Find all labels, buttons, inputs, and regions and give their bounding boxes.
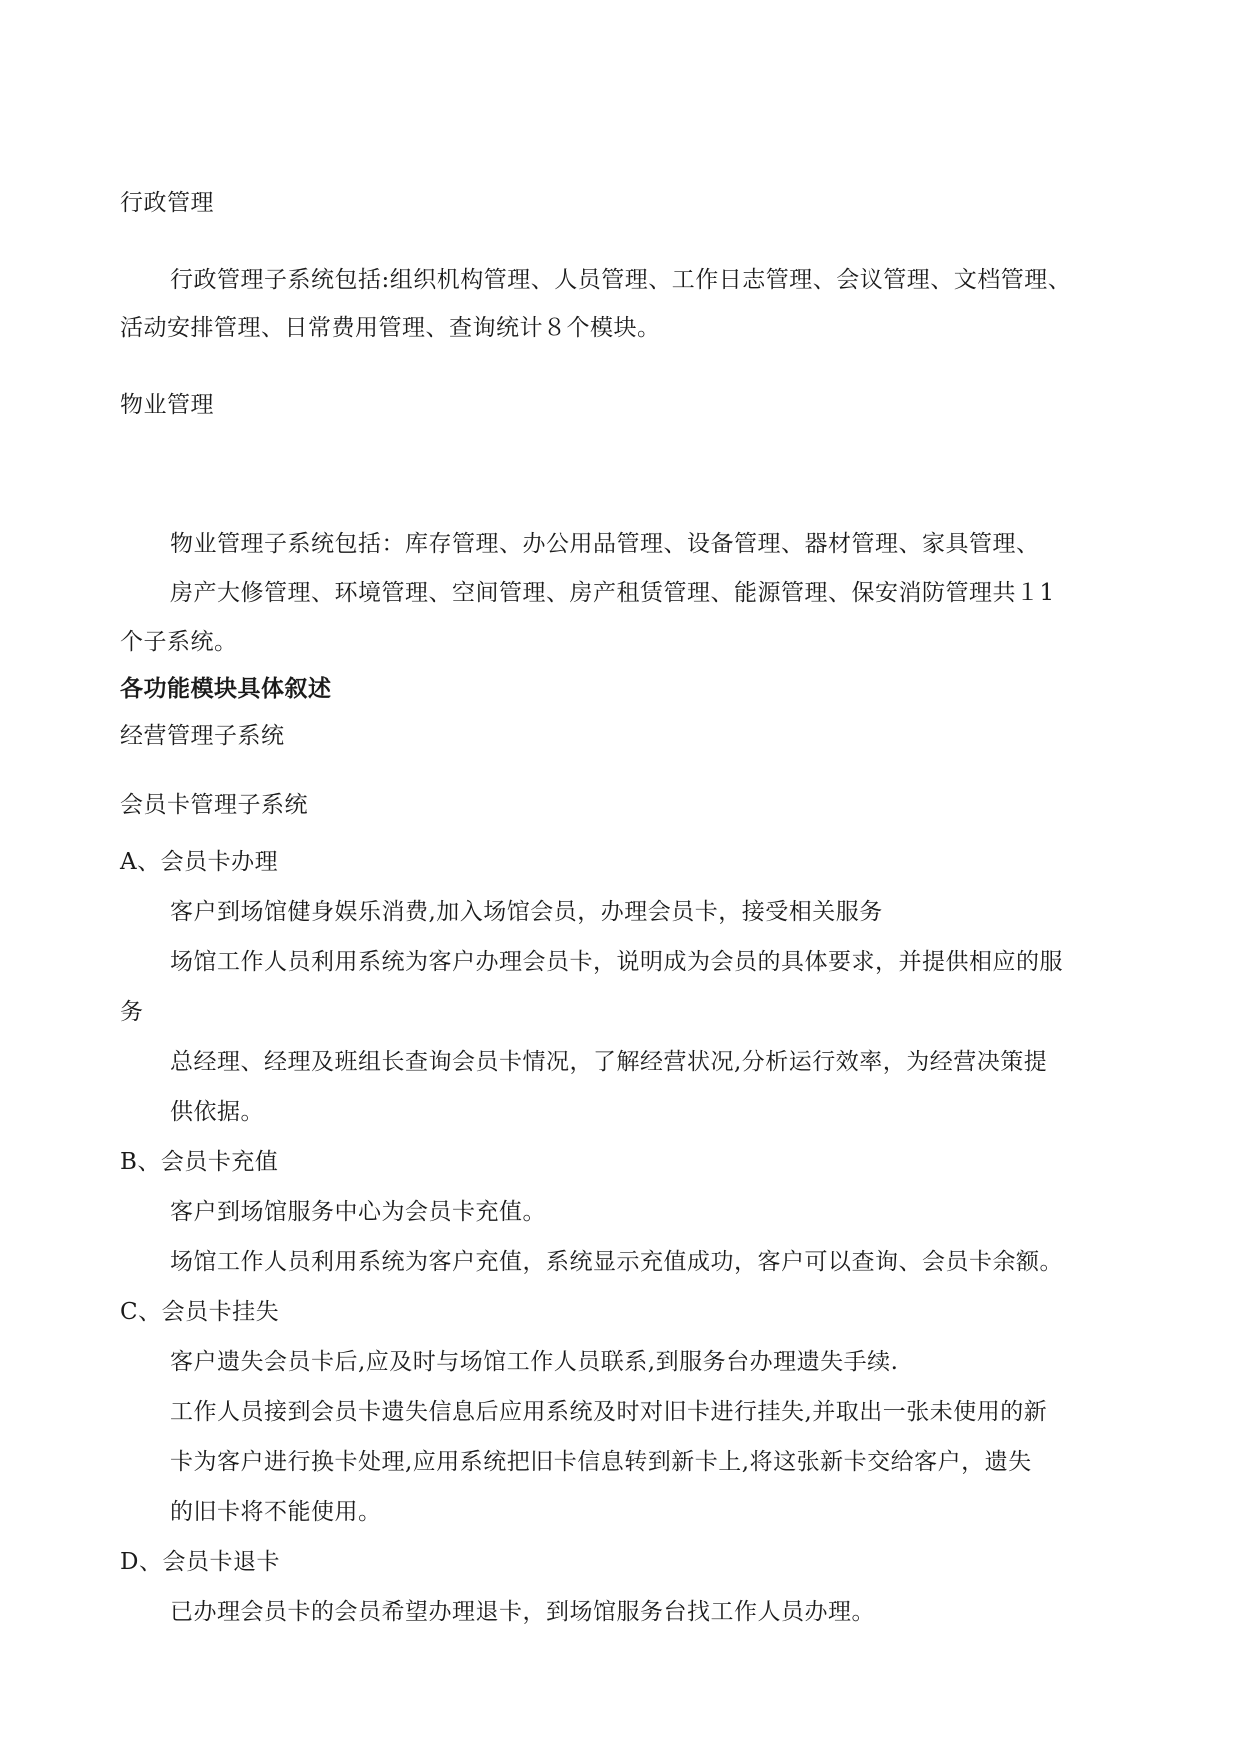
heading-property: 物业管理	[120, 392, 214, 418]
section-c-line-1: 客户遗失会员卡后,应及时与场馆工作人员联系,到服务台办理遗失手续.	[170, 1349, 899, 1375]
section-a-line-5: 供依据。	[170, 1099, 264, 1125]
section-a-line-4: 总经理、经理及班组长查询会员卡情况，了解经营状况,分析运行效率，为经营决策提	[170, 1049, 1048, 1075]
section-a-line-1: 客户到场馆健身娱乐消费,加入场馆会员，办理会员卡，接受相关服务	[170, 899, 883, 925]
heading-admin: 行政管理	[120, 190, 214, 216]
admin-text-line-1: 行政管理子系统包括:组织机构管理、人员管理、工作日志管理、会议管理、文档管理、	[170, 267, 1072, 293]
section-b-line-1: 客户到场馆服务中心为会员卡充值。	[170, 1199, 546, 1225]
section-b-title: B、会员卡充值	[120, 1149, 279, 1175]
section-a-title: A、会员卡办理	[120, 849, 279, 875]
heading-operations: 经营管理子系统	[120, 723, 285, 749]
section-a-line-3: 务	[120, 999, 144, 1025]
heading-membercard: 会员卡管理子系统	[120, 792, 308, 818]
property-text-line-1: 物业管理子系统包括：库存管理、办公用品管理、设备管理、器材管理、家具管理、	[170, 531, 1040, 557]
section-c-line-3: 卡为客户进行换卡处理,应用系统把旧卡信息转到新卡上,将这张新卡交给客户，遗失	[170, 1449, 1032, 1475]
section-d-line-1: 已办理会员卡的会员希望办理退卡，到场馆服务台找工作人员办理。	[170, 1599, 875, 1625]
heading-modules: 各功能模块具体叙述	[120, 676, 332, 702]
section-d-title: D、会员卡退卡	[120, 1549, 280, 1575]
section-c-line-4: 的旧卡将不能使用。	[170, 1499, 382, 1525]
section-b-line-2: 场馆工作人员利用系统为客户充值，系统显示充值成功，客户可以查询、会员卡余额。	[170, 1249, 1063, 1275]
section-a-line-2: 场馆工作人员利用系统为客户办理会员卡，说明成为会员的具体要求，并提供相应的服	[170, 949, 1063, 975]
property-text-line-3: 个子系统。	[120, 629, 238, 655]
section-c-line-2: 工作人员接到会员卡遗失信息后应用系统及时对旧卡进行挂失,并取出一张未使用的新	[170, 1399, 1048, 1425]
section-c-title: C、会员卡挂失	[120, 1299, 280, 1325]
property-text-line-2: 房产大修管理、环境管理、空间管理、房产租赁管理、能源管理、保安消防管理共１1	[170, 580, 1055, 606]
admin-text-line-2: 活动安排管理、日常费用管理、查询统计８个模块。	[120, 315, 661, 341]
